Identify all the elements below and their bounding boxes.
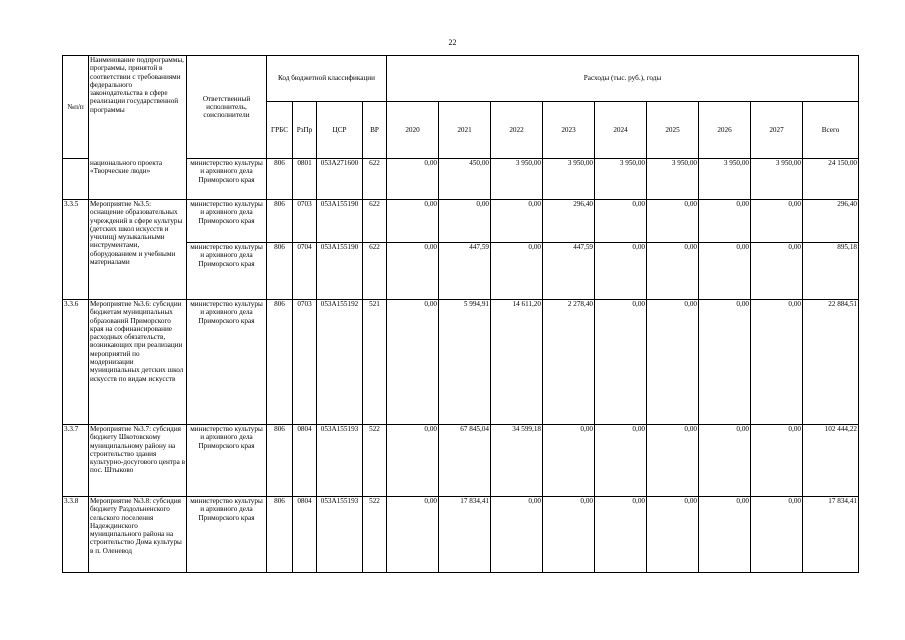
row-rzpr: 0804 — [293, 425, 317, 497]
row-value: 0,00 — [751, 300, 803, 425]
table-row — [63, 300, 859, 425]
row-rzpr: 0703 — [293, 300, 317, 425]
row-value: 0,00 — [387, 300, 439, 425]
row-total: 895,18 — [803, 243, 859, 300]
header-csr: ЦСР — [317, 102, 363, 159]
page-number: 22 — [448, 38, 457, 47]
row-total: 24 150,00 — [803, 159, 859, 200]
row-csr: 053А271600 — [317, 159, 363, 200]
row-value: 0,00 — [595, 425, 647, 497]
row-value: 0,00 — [491, 243, 543, 300]
row-value: 3 950,00 — [595, 159, 647, 200]
row-num: 3.3.8 — [63, 497, 89, 573]
header-year: 2025 — [647, 102, 699, 159]
row-csr: 053А155193 — [317, 425, 363, 497]
row-value: 0,00 — [699, 200, 751, 243]
row-csr: 053А155190 — [317, 243, 363, 300]
row-value: 0,00 — [751, 497, 803, 573]
row-value: 0,00 — [387, 159, 439, 200]
row-value: 3 950,00 — [699, 159, 751, 200]
row-csr: 053А155190 — [317, 200, 363, 243]
header-executor: Ответственный исполнитель, соисполнители — [187, 56, 267, 159]
row-name: Мероприятие №3.5: оснащение образовательных учреждений в сфере культуры (детских школ искусств и училищ) музыкальными инструментами, оборудованием и учебными материалами — [89, 200, 187, 300]
row-total: 22 884,51 — [803, 300, 859, 425]
row-total: 102 444,22 — [803, 425, 859, 497]
row-value: 0,00 — [751, 200, 803, 243]
row-vr: 522 — [363, 497, 387, 573]
row-num: 3.3.7 — [63, 425, 89, 497]
row-value: 0,00 — [439, 200, 491, 243]
row-value: 3 950,00 — [751, 159, 803, 200]
row-value: 0,00 — [387, 425, 439, 497]
row-name: Мероприятие №3.7: субсидия бюджету Шкотовскому муниципальному району на строительство здания культурно-досугового центра в пос. Штыково — [89, 425, 187, 497]
row-value: 0,00 — [595, 243, 647, 300]
row-grbs: 806 — [267, 159, 293, 200]
row-value: 0,00 — [595, 200, 647, 243]
row-value: 0,00 — [387, 200, 439, 243]
row-vr: 622 — [363, 159, 387, 200]
row-vr: 622 — [363, 200, 387, 243]
row-grbs: 806 — [267, 300, 293, 425]
row-value: 0,00 — [595, 300, 647, 425]
row-value: 0,00 — [595, 497, 647, 573]
row-value: 3 950,00 — [491, 159, 543, 200]
row-value: 450,00 — [439, 159, 491, 200]
table-row — [63, 159, 859, 200]
row-rzpr: 0801 — [293, 159, 317, 200]
row-value: 0,00 — [751, 243, 803, 300]
row-executor: министерство культуры и архивного дела Приморского края — [187, 159, 267, 200]
row-rzpr: 0704 — [293, 243, 317, 300]
header-total: Всего — [803, 102, 859, 159]
header-year: 2021 — [439, 102, 491, 159]
row-value: 0,00 — [699, 300, 751, 425]
row-value: 0,00 — [699, 243, 751, 300]
row-vr: 522 — [363, 425, 387, 497]
row-value: 0,00 — [647, 300, 699, 425]
row-value: 0,00 — [491, 497, 543, 573]
header-year: 2026 — [699, 102, 751, 159]
row-grbs: 806 — [267, 243, 293, 300]
row-value: 447,59 — [543, 243, 595, 300]
header-year: 2024 — [595, 102, 647, 159]
row-rzpr: 0804 — [293, 497, 317, 573]
row-executor: министерство культуры и архивного дела Приморского края — [187, 243, 267, 300]
row-value: 296,40 — [543, 200, 595, 243]
row-value: 0,00 — [543, 425, 595, 497]
row-executor: министерство культуры и архивного дела Приморского края — [187, 497, 267, 573]
row-value: 34 599,18 — [491, 425, 543, 497]
header-vr: ВР — [363, 102, 387, 159]
row-name: Мероприятие №3.8: субсидия бюджету Раздольненского сельского поселения Надеждинского муниципального района на строительство Дома культуры в п. Оленевод — [89, 497, 187, 573]
row-num: 3.3.5 — [63, 200, 89, 300]
header-classification: Код бюджетной классификации — [267, 56, 387, 102]
header-year: 2022 — [491, 102, 543, 159]
budget-table — [62, 55, 859, 573]
table-row — [63, 425, 859, 497]
row-total: 296,40 — [803, 200, 859, 243]
row-grbs: 806 — [267, 497, 293, 573]
header-grbs: ГРБС — [267, 102, 293, 159]
row-value: 0,00 — [647, 243, 699, 300]
row-value: 67 845,04 — [439, 425, 491, 497]
row-csr: 053А155193 — [317, 497, 363, 573]
row-vr: 622 — [363, 243, 387, 300]
row-name: Мероприятие №3.6: субсидии бюджетам муниципальных образований Приморского края на софинансирование расходных обязательств, возникающих при реализации мероприятий по модернизации муниципальных детских школ искусств по видам искусств — [89, 300, 187, 425]
row-value: 14 611,20 — [491, 300, 543, 425]
row-value: 0,00 — [387, 497, 439, 573]
row-value: 17 834,41 — [439, 497, 491, 573]
row-csr: 053А155192 — [317, 300, 363, 425]
header-year: 2020 — [387, 102, 439, 159]
row-value: 0,00 — [387, 243, 439, 300]
row-executor: министерство культуры и архивного дела Приморского края — [187, 300, 267, 425]
row-rzpr: 0703 — [293, 200, 317, 243]
header-year: 2023 — [543, 102, 595, 159]
row-num: 3.3.6 — [63, 300, 89, 425]
row-value: 0,00 — [699, 425, 751, 497]
row-num — [63, 159, 89, 200]
row-value: 0,00 — [751, 425, 803, 497]
row-grbs: 806 — [267, 425, 293, 497]
row-value: 0,00 — [699, 497, 751, 573]
header-num: №п/п — [63, 56, 89, 159]
row-value: 0,00 — [647, 425, 699, 497]
header-rzpr: РзПр — [293, 102, 317, 159]
row-executor: министерство культуры и архивного дела Приморского края — [187, 425, 267, 497]
row-value: 447,59 — [439, 243, 491, 300]
row-name: национального проекта «Творческие люди» — [89, 159, 187, 200]
row-executor: министерство культуры и архивного дела Приморского края — [187, 200, 267, 243]
table-row — [63, 200, 859, 243]
header-name: Наименование подпрограммы, программы, принятой в соответствии с требованиями федерального законодательства в сфере реализации государственной программы — [89, 56, 187, 159]
header-year: 2027 — [751, 102, 803, 159]
row-value: 0,00 — [491, 200, 543, 243]
row-value: 0,00 — [647, 497, 699, 573]
row-value: 0,00 — [543, 497, 595, 573]
row-value: 3 950,00 — [543, 159, 595, 200]
row-grbs: 806 — [267, 200, 293, 243]
row-value: 5 994,91 — [439, 300, 491, 425]
row-total: 17 834,41 — [803, 497, 859, 573]
row-value: 0,00 — [647, 200, 699, 243]
table-row — [63, 497, 859, 573]
row-value: 3 950,00 — [647, 159, 699, 200]
row-vr: 521 — [363, 300, 387, 425]
row-value: 2 278,40 — [543, 300, 595, 425]
header-expenses: Расходы (тыс. руб.), годы — [387, 56, 859, 102]
